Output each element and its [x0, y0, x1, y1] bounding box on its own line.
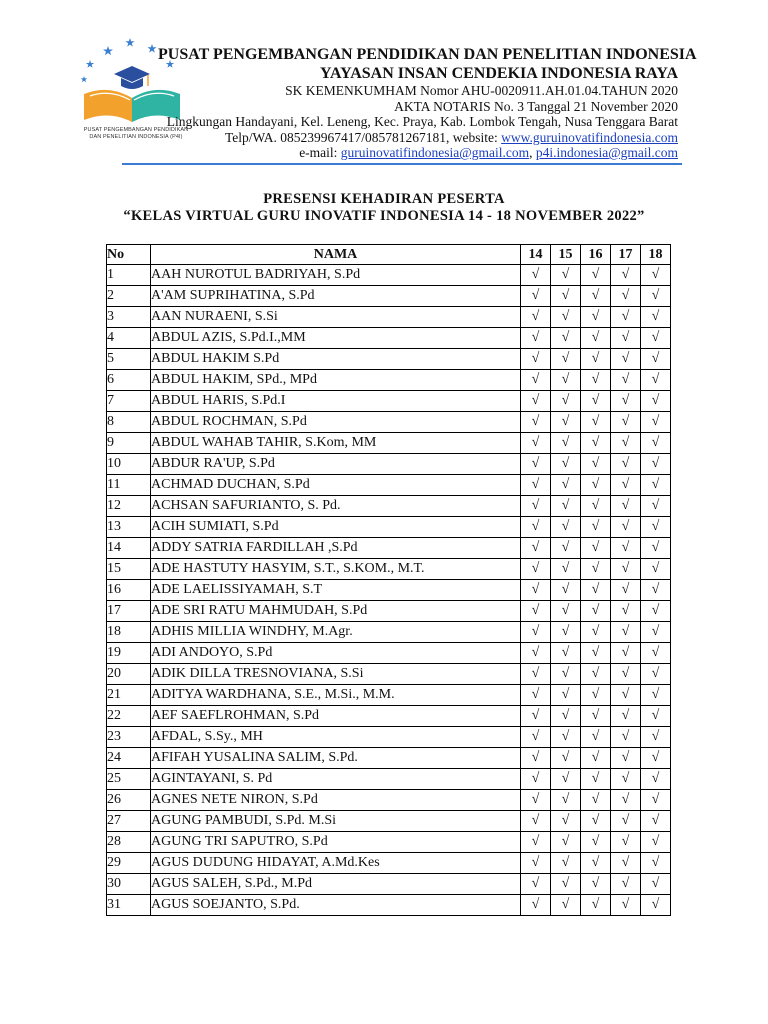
attendance-check: √: [641, 874, 671, 895]
attendance-check: √: [521, 580, 551, 601]
attendance-check: √: [611, 391, 641, 412]
attendance-check: √: [581, 790, 611, 811]
attendance-check: √: [581, 643, 611, 664]
participant-name: AAH NUROTUL BADRIYAH, S.Pd: [151, 265, 521, 286]
attendance-check: √: [551, 286, 581, 307]
table-row: [107, 874, 671, 895]
attendance-check: √: [641, 517, 671, 538]
attendance-check: √: [641, 664, 671, 685]
attendance-check: √: [581, 601, 611, 622]
attendance-check: √: [521, 475, 551, 496]
table-row: [107, 664, 671, 685]
foundation-name: YAYASAN INSAN CENDEKIA INDONESIA RAYA: [319, 65, 678, 82]
attendance-check: √: [581, 454, 611, 475]
attendance-check: √: [521, 601, 551, 622]
row-number: 18: [107, 622, 151, 643]
row-number: 14: [107, 538, 151, 559]
participant-name: ADE LAELISSIYAMAH, S.T: [151, 580, 521, 601]
participant-name: ADE HASTUTY HASYIM, S.T., S.KOM., M.T.: [151, 559, 521, 580]
attendance-check: √: [641, 601, 671, 622]
table-row: [107, 748, 671, 769]
attendance-check: √: [611, 832, 641, 853]
row-number: 4: [107, 328, 151, 349]
attendance-check: √: [581, 370, 611, 391]
attendance-check: √: [611, 790, 641, 811]
attendance-check: √: [641, 706, 671, 727]
row-number: 29: [107, 853, 151, 874]
attendance-check: √: [581, 517, 611, 538]
attendance-check: √: [521, 853, 551, 874]
row-number: 7: [107, 391, 151, 412]
attendance-check: √: [551, 370, 581, 391]
attendance-check: √: [521, 349, 551, 370]
sk-number: SK KEMENKUMHAM Nomor AHU-0020911.AH.01.04.TAHUN 2020: [285, 83, 678, 98]
attendance-check: √: [611, 370, 641, 391]
attendance-check: √: [581, 853, 611, 874]
participant-name: ABDUL HARIS, S.Pd.I: [151, 391, 521, 412]
participant-name: ADI ANDOYO, S.Pd: [151, 643, 521, 664]
row-number: 16: [107, 580, 151, 601]
row-number: 27: [107, 811, 151, 832]
attendance-check: √: [521, 748, 551, 769]
header-no: No: [107, 245, 151, 265]
attendance-check: √: [521, 643, 551, 664]
attendance-check: √: [551, 874, 581, 895]
attendance-check: √: [641, 307, 671, 328]
header-day-15: 15: [551, 245, 581, 265]
attendance-check: √: [611, 307, 641, 328]
attendance-check: √: [611, 685, 641, 706]
row-number: 17: [107, 601, 151, 622]
attendance-check: √: [641, 580, 671, 601]
attendance-check: √: [551, 265, 581, 286]
attendance-check: √: [641, 433, 671, 454]
attendance-check: √: [641, 895, 671, 916]
attendance-check: √: [611, 727, 641, 748]
table-row: [107, 412, 671, 433]
attendance-check: √: [641, 391, 671, 412]
attendance-check: √: [611, 286, 641, 307]
attendance-check: √: [581, 622, 611, 643]
row-number: 13: [107, 517, 151, 538]
participant-name: ADHIS MILLIA WINDHY, M.Agr.: [151, 622, 521, 643]
participant-name: ADDY SATRIA FARDILLAH ,S.Pd: [151, 538, 521, 559]
header-day-18: 18: [641, 245, 671, 265]
table-row: [107, 727, 671, 748]
table-row: [107, 370, 671, 391]
attendance-check: √: [581, 706, 611, 727]
attendance-check: √: [611, 349, 641, 370]
attendance-check: √: [641, 475, 671, 496]
participant-name: ADIK DILLA TRESNOVIANA, S.Si: [151, 664, 521, 685]
table-row: [107, 286, 671, 307]
attendance-check: √: [551, 727, 581, 748]
participant-name: AGUNG TRI SAPUTRO, S.Pd: [151, 832, 521, 853]
attendance-check: √: [611, 748, 641, 769]
row-number: 26: [107, 790, 151, 811]
attendance-check: √: [611, 517, 641, 538]
attendance-check: √: [551, 454, 581, 475]
attendance-check: √: [611, 412, 641, 433]
table-header-row: [107, 245, 671, 265]
attendance-check: √: [611, 538, 641, 559]
attendance-check: √: [611, 853, 641, 874]
attendance-check: √: [551, 685, 581, 706]
attendance-check: √: [611, 454, 641, 475]
attendance-check: √: [581, 874, 611, 895]
email-link-1[interactable]: guruinovatifindonesia@gmail.com: [340, 145, 530, 160]
header-day-16: 16: [581, 245, 611, 265]
row-number: 8: [107, 412, 151, 433]
attendance-check: √: [581, 559, 611, 580]
attendance-check: √: [551, 832, 581, 853]
participant-name: ACIH SUMIATI, S.Pd: [151, 517, 521, 538]
row-number: 5: [107, 349, 151, 370]
attendance-check: √: [551, 517, 581, 538]
attendance-check: √: [581, 748, 611, 769]
attendance-check: √: [521, 265, 551, 286]
attendance-check: √: [641, 328, 671, 349]
participant-name: ACHMAD DUCHAN, S.Pd: [151, 475, 521, 496]
row-number: 6: [107, 370, 151, 391]
header-nama: NAMA: [151, 245, 521, 265]
attendance-check: √: [611, 811, 641, 832]
attendance-check: √: [551, 811, 581, 832]
attendance-check: √: [521, 517, 551, 538]
attendance-check: √: [551, 307, 581, 328]
website-link[interactable]: www.guruinovatifindonesia.com: [501, 129, 678, 145]
attendance-check: √: [551, 853, 581, 874]
row-number: 19: [107, 643, 151, 664]
row-number: 11: [107, 475, 151, 496]
attendance-check: √: [551, 328, 581, 349]
attendance-check: √: [551, 496, 581, 517]
table-row: [107, 538, 671, 559]
row-number: 21: [107, 685, 151, 706]
attendance-check: √: [521, 370, 551, 391]
row-number: 24: [107, 748, 151, 769]
table-row: [107, 517, 671, 538]
attendance-check: √: [641, 769, 671, 790]
email-line: [158, 145, 678, 161]
table-row: [107, 601, 671, 622]
attendance-check: √: [641, 286, 671, 307]
table-row: [107, 328, 671, 349]
attendance-check: √: [551, 664, 581, 685]
attendance-check: √: [641, 559, 671, 580]
attendance-check: √: [521, 874, 551, 895]
table-row: [107, 769, 671, 790]
attendance-check: √: [581, 286, 611, 307]
attendance-check: √: [521, 811, 551, 832]
attendance-check: √: [581, 412, 611, 433]
table-row: [107, 706, 671, 727]
attendance-check: √: [641, 265, 671, 286]
attendance-check: √: [611, 580, 641, 601]
attendance-check: √: [521, 790, 551, 811]
attendance-check: √: [521, 727, 551, 748]
attendance-check: √: [581, 433, 611, 454]
logo-caption-line1: PUSAT PENGEMBANGAN PENDIDIKAN: [83, 127, 189, 133]
attendance-check: √: [521, 328, 551, 349]
attendance-check: √: [581, 895, 611, 916]
attendance-check: √: [641, 685, 671, 706]
participant-name: AFIFAH YUSALINA SALIM, S.Pd.: [151, 748, 521, 769]
attendance-check: √: [581, 328, 611, 349]
participant-name: AGNES NETE NIRON, S.Pd: [151, 790, 521, 811]
attendance-check: √: [611, 601, 641, 622]
letterhead: [158, 45, 697, 161]
attendance-check: √: [641, 643, 671, 664]
row-number: 9: [107, 433, 151, 454]
attendance-check: √: [521, 307, 551, 328]
participant-name: AGUS SALEH, S.Pd., M.Pd: [151, 874, 521, 895]
attendance-check: √: [521, 412, 551, 433]
table-row: [107, 496, 671, 517]
table-row: [107, 349, 671, 370]
attendance-check: √: [581, 664, 611, 685]
table-row: [107, 454, 671, 475]
attendance-check: √: [551, 643, 581, 664]
address: Lingkungan Handayani, Kel. Leneng, Kec. Praya, Kab. Lombok Tengah, Nusa Tenggara Barat: [166, 114, 678, 129]
attendance-check: √: [521, 832, 551, 853]
table-row: [107, 643, 671, 664]
table-row: [107, 559, 671, 580]
attendance-check: √: [551, 349, 581, 370]
document-subtitle: “KELAS VIRTUAL GURU INOVATIF INDONESIA 14 - 18 NOVEMBER 2022”: [123, 208, 645, 224]
attendance-check: √: [641, 496, 671, 517]
attendance-check: √: [551, 790, 581, 811]
attendance-check: √: [641, 412, 671, 433]
attendance-check: √: [521, 391, 551, 412]
attendance-check: √: [641, 748, 671, 769]
attendance-check: √: [521, 433, 551, 454]
attendance-check: √: [521, 664, 551, 685]
participant-name: ABDUR RA'UP, S.Pd: [151, 454, 521, 475]
row-number: 20: [107, 664, 151, 685]
header-day-17: 17: [611, 245, 641, 265]
attendance-check: √: [551, 748, 581, 769]
participant-name: AFDAL, S.Sy., MH: [151, 727, 521, 748]
attendance-check: √: [581, 391, 611, 412]
attendance-check: √: [641, 811, 671, 832]
attendance-check: √: [551, 433, 581, 454]
table-row: [107, 685, 671, 706]
row-number: 2: [107, 286, 151, 307]
attendance-check: √: [521, 559, 551, 580]
attendance-check: √: [521, 706, 551, 727]
row-number: 15: [107, 559, 151, 580]
phone-text: Telp/WA. 085239967417/085781267181, website:: [224, 129, 502, 145]
attendance-check: √: [641, 370, 671, 391]
attendance-check: √: [581, 727, 611, 748]
participant-name: ADE SRI RATU MAHMUDAH, S.Pd: [151, 601, 521, 622]
row-number: 3: [107, 307, 151, 328]
attendance-check: √: [581, 265, 611, 286]
attendance-check: √: [611, 664, 641, 685]
table-row: [107, 265, 671, 286]
attendance-check: √: [611, 496, 641, 517]
attendance-check: √: [521, 454, 551, 475]
table-row: [107, 307, 671, 328]
participant-name: AGUS SOEJANTO, S.Pd.: [151, 895, 521, 916]
table-row: [107, 433, 671, 454]
attendance-check: √: [551, 769, 581, 790]
header-day-14: 14: [521, 245, 551, 265]
attendance-check: √: [641, 538, 671, 559]
attendance-check: √: [641, 832, 671, 853]
attendance-check: √: [521, 895, 551, 916]
table-row: [107, 391, 671, 412]
attendance-check: √: [521, 286, 551, 307]
row-number: 1: [107, 265, 151, 286]
table-row: [107, 580, 671, 601]
attendance-check: √: [611, 328, 641, 349]
attendance-check: √: [521, 496, 551, 517]
participant-name: AAN NURAENI, S.Si: [151, 307, 521, 328]
attendance-check: √: [581, 538, 611, 559]
attendance-check: √: [551, 475, 581, 496]
row-number: 31: [107, 895, 151, 916]
attendance-check: √: [611, 265, 641, 286]
attendance-check: √: [581, 349, 611, 370]
attendance-check: √: [641, 790, 671, 811]
participant-name: AGINTAYANI, S. Pd: [151, 769, 521, 790]
attendance-check: √: [641, 454, 671, 475]
table-row: [107, 622, 671, 643]
attendance-check: √: [611, 622, 641, 643]
attendance-check: √: [521, 622, 551, 643]
logo-caption-line2: DAN PENELITIAN INDONESIA (P4I): [89, 134, 183, 140]
row-number: 10: [107, 454, 151, 475]
attendance-table: [106, 244, 671, 916]
attendance-check: √: [611, 559, 641, 580]
attendance-check: √: [521, 538, 551, 559]
table-row: [107, 895, 671, 916]
participant-name: ACHSAN SAFURIANTO, S. Pd.: [151, 496, 521, 517]
participant-name: ABDUL HAKIM, SPd., MPd: [151, 370, 521, 391]
email-label: e-mail:: [299, 145, 341, 160]
row-number: 23: [107, 727, 151, 748]
participant-name: AGUS DUDUNG HIDAYAT, A.Md.Kes: [151, 853, 521, 874]
attendance-check: √: [611, 874, 641, 895]
table-row: [107, 790, 671, 811]
attendance-check: √: [551, 538, 581, 559]
attendance-check: √: [581, 685, 611, 706]
table-row: [107, 853, 671, 874]
participant-name: ABDUL AZIS, S.Pd.I.,MM: [151, 328, 521, 349]
attendance-check: √: [581, 811, 611, 832]
row-number: 22: [107, 706, 151, 727]
attendance-check: √: [581, 475, 611, 496]
header-divider: [122, 163, 682, 165]
attendance-check: √: [581, 832, 611, 853]
attendance-check: √: [581, 307, 611, 328]
attendance-check: √: [551, 391, 581, 412]
attendance-check: √: [551, 895, 581, 916]
attendance-check: √: [551, 706, 581, 727]
row-number: 25: [107, 769, 151, 790]
attendance-check: √: [611, 706, 641, 727]
row-number: 28: [107, 832, 151, 853]
participant-name: ADITYA WARDHANA, S.E., M.Si., M.M.: [151, 685, 521, 706]
attendance-check: √: [641, 853, 671, 874]
participant-name: AEF SAEFLROHMAN, S.Pd: [151, 706, 521, 727]
organization-name: PUSAT PENGEMBANGAN PENDIDIKAN DAN PENELITIAN INDONESIA: [158, 46, 697, 63]
attendance-check: √: [581, 580, 611, 601]
attendance-check: √: [611, 769, 641, 790]
attendance-check: √: [641, 622, 671, 643]
participant-name: ABDUL ROCHMAN, S.Pd: [151, 412, 521, 433]
email-link-2[interactable]: p4i.indonesia@gmail.com: [535, 145, 678, 160]
table-row: [107, 832, 671, 853]
participant-name: ABDUL WAHAB TAHIR, S.Kom, MM: [151, 433, 521, 454]
attendance-check: √: [611, 475, 641, 496]
row-number: 12: [107, 496, 151, 517]
attendance-check: √: [551, 601, 581, 622]
document-title: PRESENSI KEHADIRAN PESERTA: [263, 191, 505, 207]
attendance-check: √: [641, 727, 671, 748]
participant-name: A'AM SUPRIHATINA, S.Pd: [151, 286, 521, 307]
row-number: 30: [107, 874, 151, 895]
notary-deed: AKTA NOTARIS No. 3 Tanggal 21 November 2020: [394, 98, 678, 114]
attendance-check: √: [551, 580, 581, 601]
attendance-check: √: [641, 349, 671, 370]
email-separator: ,: [529, 145, 536, 160]
attendance-check: √: [521, 685, 551, 706]
attendance-check: √: [611, 433, 641, 454]
attendance-check: √: [611, 895, 641, 916]
attendance-check: √: [551, 412, 581, 433]
contact-line: [158, 130, 678, 146]
table-row: [107, 811, 671, 832]
attendance-check: √: [611, 643, 641, 664]
table-row: [107, 475, 671, 496]
attendance-check: √: [581, 769, 611, 790]
attendance-check: √: [551, 559, 581, 580]
participant-name: ABDUL HAKIM S.Pd: [151, 349, 521, 370]
attendance-check: √: [551, 622, 581, 643]
attendance-check: √: [581, 496, 611, 517]
attendance-check: √: [521, 769, 551, 790]
participant-name: AGUNG PAMBUDI, S.Pd. M.Si: [151, 811, 521, 832]
